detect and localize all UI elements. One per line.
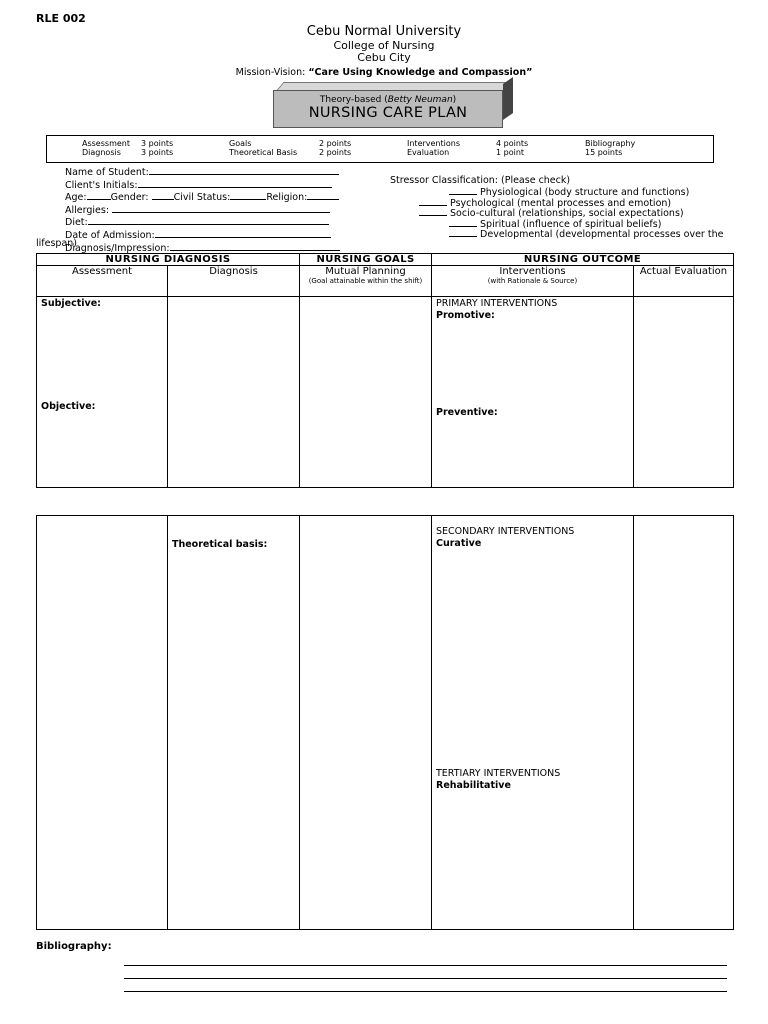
allergies-label: Allergies: [65,204,113,216]
interventions-cell-1[interactable] [432,297,634,488]
religion-label: Religion: [266,192,308,204]
allergies-field[interactable] [112,204,330,213]
mission-text: “Care Using Knowledge and Compassion” [308,67,533,78]
form-code: RLE 002 [36,12,86,25]
diagnosis-header: Diagnosis [168,266,300,297]
nursing-goals-header: NURSING GOALS [300,254,432,266]
diet-label: Diet: [65,217,88,229]
interventions-cell-2[interactable] [432,516,634,930]
college-name: College of Nursing [333,39,435,52]
name-of-student-field[interactable] [149,166,339,175]
theoretical-label: Theoretical Basis [229,148,298,157]
stressor-developmental-row [449,228,723,241]
assessment-cell-2[interactable] [37,516,168,930]
bibliography-label: Bibliography [585,139,636,148]
spiritual-check[interactable] [449,218,477,227]
nursing-outcome-header: NURSING OUTCOME [432,254,734,266]
psychological-label: Psychological (mental processes and emotion) [450,198,672,209]
client-initials-label: Client's Initials: [65,179,138,191]
secondary-interventions-label: SECONDARY INTERVENTIONS [436,526,575,537]
diagnosis-points: 3 points [141,148,174,157]
assessment-label: Assessment [82,139,130,148]
allergies-row [65,204,340,217]
care-plan-table-2 [36,515,734,930]
diagnosis-label: Diagnosis [82,148,121,157]
banner-bevel-side [503,77,513,120]
subtitle-prefix: Theory-based ( [319,95,388,105]
evaluation-label: Evaluation [407,148,450,157]
diagnosis-impression-label: Diagnosis/Impression: [65,242,170,254]
civil-status-label: Civil Status: [173,192,231,204]
goals-cell-2[interactable] [300,516,432,930]
subjective-label: Subjective: [41,298,101,309]
nursing-diagnosis-header: NURSING DIAGNOSIS [37,254,300,266]
assessment-cell-1[interactable] [37,297,168,488]
interventions-label: Interventions [499,266,566,277]
date-of-admission-label: Date of Admission: [65,229,155,241]
civil-status-field[interactable] [230,191,266,200]
client-initials-row [65,179,340,192]
gender-field[interactable] [152,191,174,200]
banner-subtitle [274,95,502,105]
evaluation-cell-2[interactable] [634,516,734,930]
age-row [65,191,340,204]
mission-label: Mission-Vision: [235,67,309,78]
date-of-admission-row [65,229,340,242]
spiritual-label: Spiritual (influence of spiritual beliefs) [480,219,662,230]
mutual-planning-label: Mutual Planning [325,266,406,277]
primary-interventions-label: PRIMARY INTERVENTIONS [436,298,558,309]
banner-face [273,90,503,128]
sociocultural-label: Socio-cultural (relationships, social expectations) [450,208,684,219]
stressor-title: Stressor Classification: (Please check) [390,175,571,186]
developmental-continued: lifespan) [36,238,77,249]
theoretical-basis-label: Theoretical basis: [172,539,268,550]
table-body-row-2 [37,516,734,930]
points-box [46,135,714,163]
title-banner [272,82,512,128]
name-of-student-row [65,166,340,179]
tertiary-interventions-label: TERTIARY INTERVENTIONS [436,768,561,779]
preventive-label: Preventive: [436,407,498,418]
table-header-row [37,254,734,266]
goals-label: Goals [229,139,252,148]
evaluation-points: 1 point [496,148,525,157]
age-field[interactable] [87,191,111,200]
diagnosis-impression-field[interactable] [170,242,340,251]
client-initials-field[interactable] [138,179,332,188]
gender-label: Gender: [110,192,152,204]
diet-row [65,216,340,229]
banner-title: NURSING CARE PLAN [308,105,468,121]
physiological-label: Physiological (body structure and functions) [480,187,690,198]
interventions-label: Interventions [407,139,460,148]
assessment-header: Assessment [37,266,168,297]
religion-field[interactable] [307,191,339,200]
subtitle-suffix: ) [452,95,457,105]
interventions-header [432,266,634,297]
curative-label: Curative [436,538,482,549]
assessment-points: 3 points [141,139,174,148]
table-subheader-row [37,266,734,297]
goals-points: 2 points [319,139,352,148]
physiological-check[interactable] [449,186,477,195]
sociocultural-check[interactable] [419,207,447,216]
university-name: Cebu Normal University [306,24,462,39]
actual-evaluation-header: Actual Evaluation [634,266,734,297]
bibliography-line-2[interactable] [124,978,727,979]
diagnosis-cell-1[interactable] [168,297,300,488]
rehabilitative-label: Rehabilitative [436,780,511,791]
developmental-label: Developmental (developmental processes over the [480,229,724,240]
bibliography-line-1[interactable] [124,965,727,966]
developmental-check[interactable] [449,228,477,237]
interventions-points: 4 points [496,139,529,148]
age-label: Age: [65,192,87,204]
subtitle-theorist: Betty Neuman [387,95,453,105]
psychological-check[interactable] [419,197,447,206]
mutual-planning-note: (Goal attainable within the shift) [308,277,423,285]
care-plan-table-1 [36,253,734,488]
date-of-admission-field[interactable] [155,229,331,238]
goals-cell-1[interactable] [300,297,432,488]
bibliography-points: 15 points [585,148,623,157]
diagnosis-cell-2[interactable] [168,516,300,930]
student-info [65,166,340,254]
mission-vision [0,67,768,78]
bibliography-line-3[interactable] [124,991,727,992]
diet-field[interactable] [88,216,329,225]
evaluation-cell-1[interactable] [634,297,734,488]
table-body-row-1 [37,297,734,488]
name-of-student-label: Name of Student: [65,167,149,178]
promotive-label: Promotive: [436,310,495,321]
objective-label: Objective: [41,401,96,412]
city-name: Cebu City [357,51,411,64]
mutual-planning-header [300,266,432,297]
bibliography-footer-label: Bibliography: [36,941,112,952]
interventions-note: (with Rationale & Source) [487,277,578,285]
theoretical-points: 2 points [319,148,352,157]
